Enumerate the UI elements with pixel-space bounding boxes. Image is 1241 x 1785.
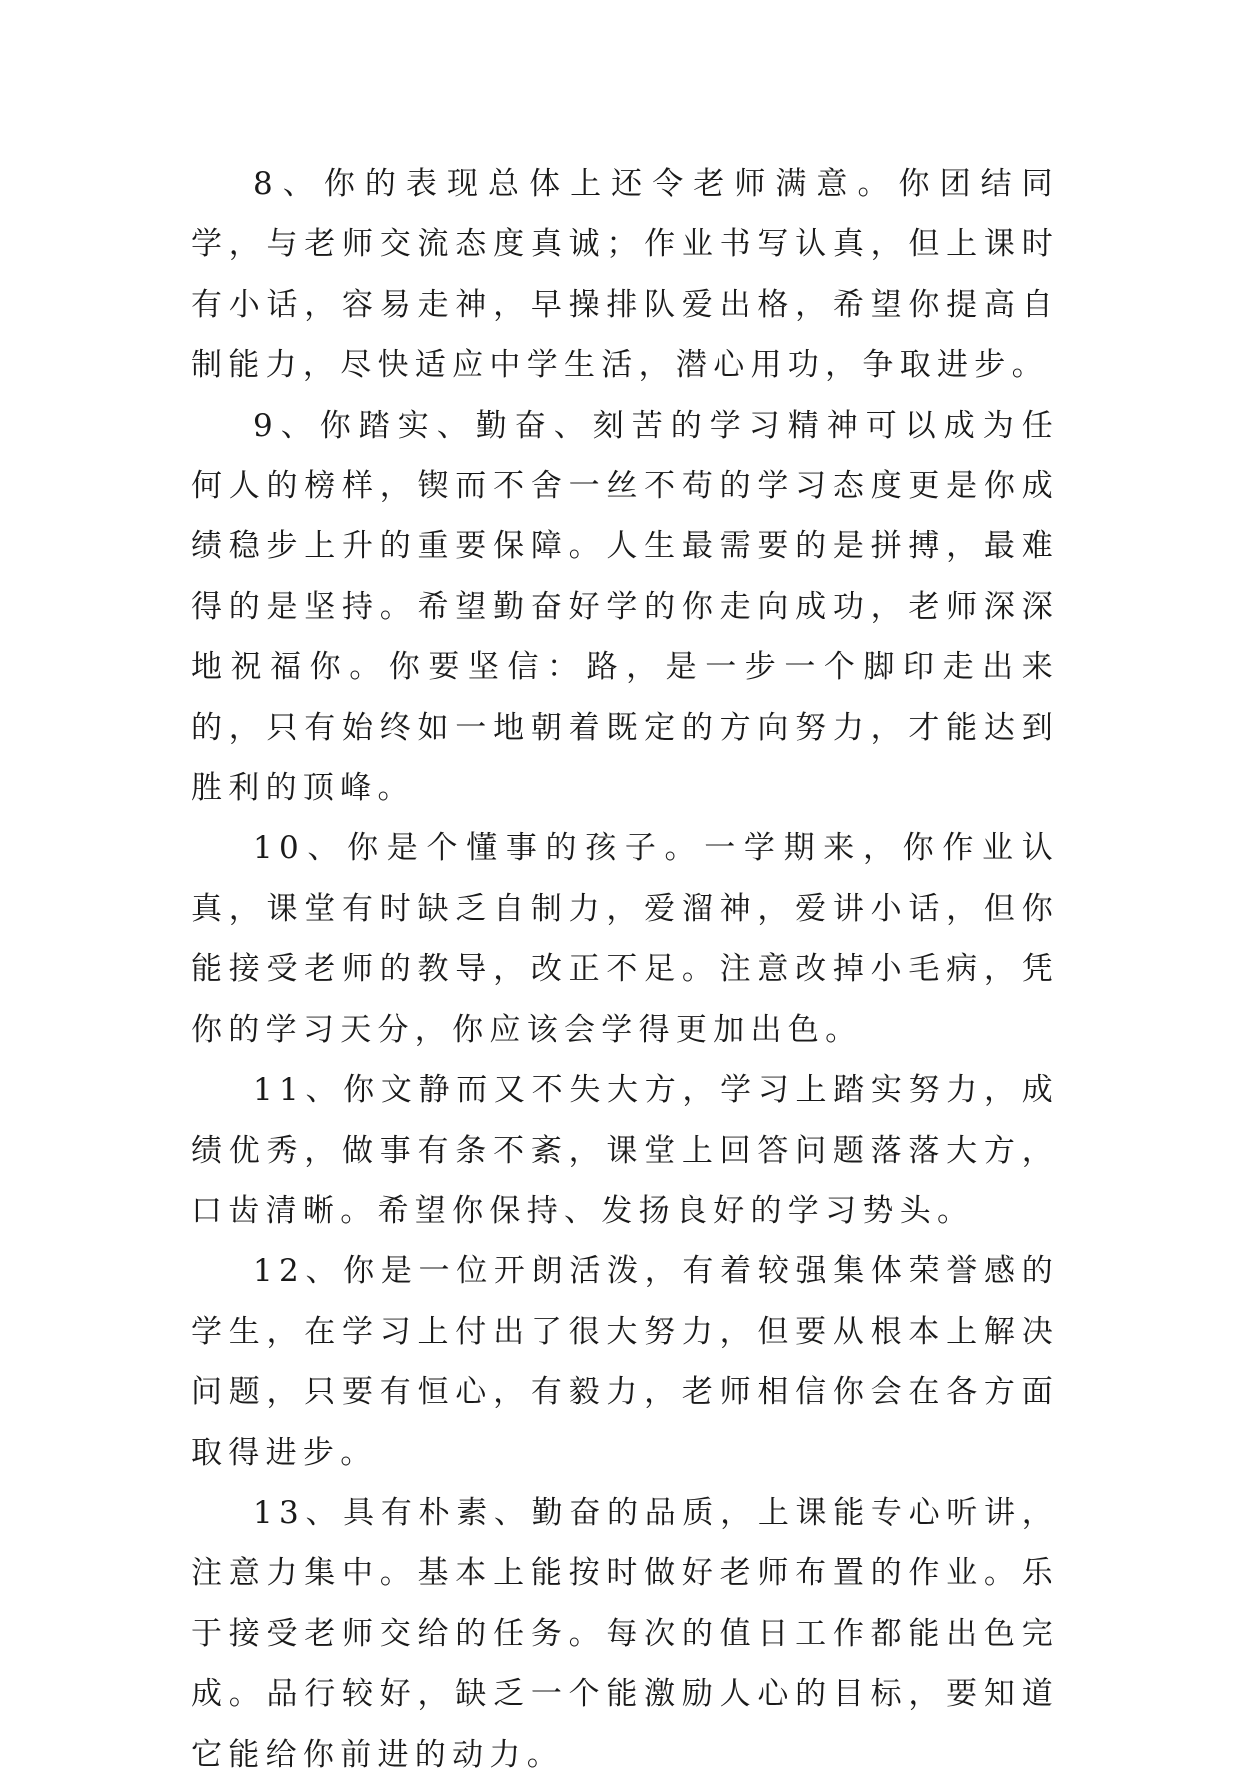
paragraph-comment-12: 12、你是一位开朗活泼，有着较强集体荣誉感的学生，在学习上付出了很大努力，但要从根本上解决问题，只要有恒心，有毅力，老师相信你会在各方面取得进步。: [191, 1253, 1059, 1471]
paragraph-comment-9: 9、你踏实、勤奋、刻苦的学习精神可以成为任何人的榜样，锲而不舍一丝不苟的学习态度更是你成绩稳步上升的重要保障。人生最需要的是拼搏，最难得的是坚持。希望勤奋好学的你走向成功，老师深深地祝福你。你要坚信：路，是一步一个脚印走出来的，只有始终如一地朝着既定的方向努力，才能达到胜利的顶峰。: [191, 407, 1059, 807]
document-body: [191, 154, 1059, 1785]
paragraph-comment-13: 13、具有朴素、勤奋的品质，上课能专心听讲，注意力集中。基本上能按时做好老师布置的作业。乐于接受老师交给的任务。每次的值日工作都能出色完成。品行较好，缺乏一个能激励人心的目标，要知道它能给你前进的动力。: [191, 1494, 1059, 1773]
paragraph-comment-10: 10、你是个懂事的孩子。一学期来，你作业认真，课堂有时缺乏自制力，爱溜神，爱讲小话，但你能接受老师的教导，改正不足。注意改掉小毛病，凭你的学习天分，你应该会学得更加出色。: [191, 830, 1059, 1048]
paragraph-comment-11: 11、你文静而又不失大方，学习上踏实努力，成绩优秀，做事有条不紊，课堂上回答问题落落大方，口齿清晰。希望你保持、发扬良好的学习势头。: [191, 1072, 1059, 1229]
paragraph-comment-8: 8、你的表现总体上还令老师满意。你团结同学，与老师交流态度真诚；作业书写认真，但上课时有小话，容易走神，早操排队爱出格，希望你提高自制能力，尽快适应中学生活，潜心用功，争取进步。: [191, 166, 1059, 384]
